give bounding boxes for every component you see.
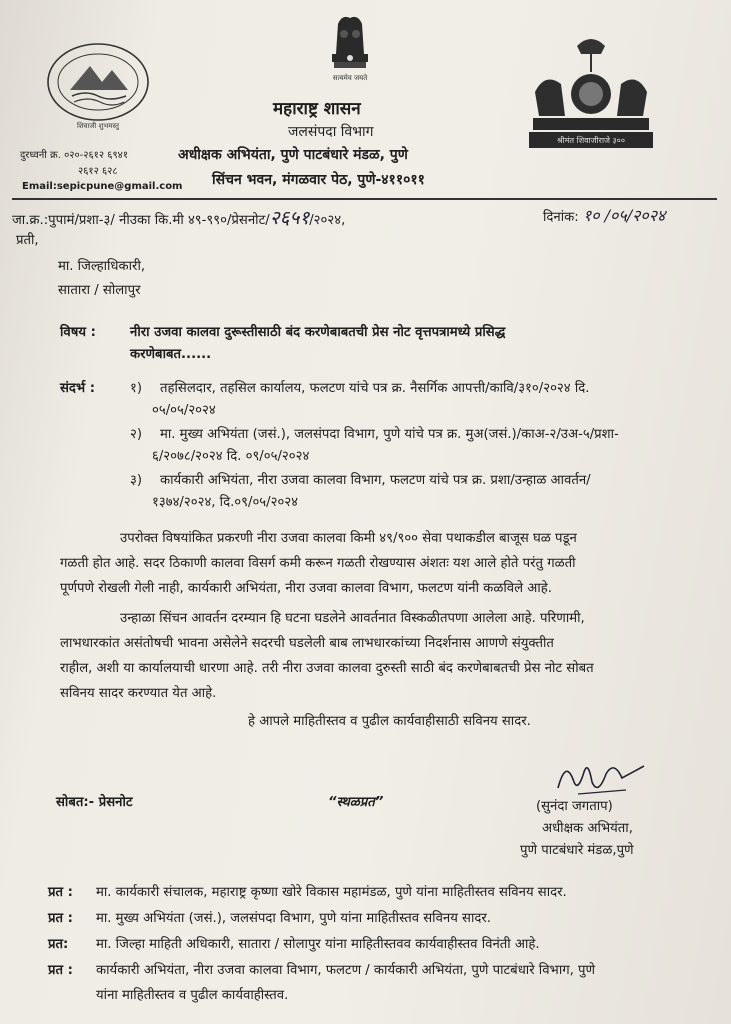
copy-4-label: प्रत : — [48, 963, 73, 978]
reference-item-1-line-1: तहसिलदार, तहसिल कार्यालय, फलटण यांचे पत्र क्र. नैसर्गिक आपत्ती/कावि/३१०/२०२४ दि. — [160, 381, 590, 396]
crest-caption: श्रीमंत शिवाजीराजे ३०० — [557, 136, 625, 145]
recipient-place: सातारा / सोलापुर — [58, 283, 141, 298]
reference-suffix: /२०२४, — [309, 213, 346, 228]
paragraph-2-line-1: उन्हाळा सिंचन आवर्तन दरम्यान हि घटना घडलेने आवर्तनात विस्कळीतपणा आलेला आहे. परिणामी, — [120, 611, 585, 626]
paragraph-3: हे आपले माहितीस्तव व पुढील कार्यवाहीसाठी सविनय सादर. — [248, 714, 531, 729]
department-name: जलसंपदा विभाग — [288, 124, 374, 140]
signatory-office: पुणे पाटबंधारे मंडळ,पुणे — [520, 843, 634, 858]
reference-label: संदर्भ : — [60, 381, 96, 396]
paragraph-1-line-1: उपरोक्त विषयांकित प्रकरणी नीरा उजवा कालवा किमी ४९/९०० सेवा पथाकडील बाजूस घळ पडून — [120, 531, 577, 546]
copy-2-text: मा. मुख्य अभियंता (जसं.), जलसंपदा विभाग, पुणे यांना माहितीस्तव सविनय सादर. — [96, 911, 491, 926]
enclosure-note: सोबत:- प्रेसनोट — [56, 795, 133, 810]
subject-label: विषय : — [60, 325, 96, 340]
reference-number-line — [12, 204, 345, 230]
reference-item-3-line-1: कार्यकारी अभियंता, नीरा उजवा कालवा विभाग, फलटण यांचे पत्र क्र. प्रशा/उन्हाळ आवर्तन/ — [160, 473, 591, 488]
reference-item-3-line-2: १३७४/२०२४, दि.०९/०५/२०२४ — [152, 495, 299, 510]
emblem-caption: सत्यमेव जयते — [332, 74, 368, 82]
shivaji-crest-icon — [525, 32, 657, 154]
copy-4-text: कार्यकारी अभियंता, नीरा उजवा कालवा विभाग, फलटण / कार्यकारी अभियंता, पुणे पाटबंधारे विभाग, पुणे — [96, 963, 596, 978]
sthalprat-label: “स्थळप्रत” — [328, 795, 384, 810]
government-title: महाराष्ट्र शासन — [273, 99, 361, 119]
signatory-designation: अधीक्षक अभियंता, — [542, 821, 633, 836]
paragraph-1-line-2: गळती होत आहे. सदर ठिकाणी कालवा विसर्ग कमी करून गळती रोखण्यास अंशतः यश आले होते परंतु गळती — [60, 556, 576, 571]
recipient-prati: प्रती, — [16, 233, 39, 248]
subject-line-2: करणेबाबत...... — [130, 347, 212, 362]
reference-item-1-line-2: ०५/०५/२०२४ — [152, 403, 216, 418]
phone-number-2: २६१२ ६२८ — [78, 166, 118, 177]
paragraph-1-line-3: पूर्णपणे रोखली गेली नाही, कार्यकारी अभियंता, नीरा उजवा कालवा विभाग, फलटण यांनी कळविले आहे. — [60, 581, 552, 596]
letter-date — [543, 204, 665, 226]
reference-item-2-line-2: ६/२०७८/२०२४ दि. ०९/०५/२०२४ — [152, 449, 310, 464]
reference-item-2-num: २) — [130, 427, 143, 442]
copy-4-text-2: यांना माहितीस्तव व पुढील कार्यवाहीस्तव. — [96, 988, 289, 1003]
reference-prefix: जा.क्र.:पुपामं/प्रशा-३/ नीउका कि.मी ४९-९९०/प्रेसनोट/ — [12, 213, 270, 228]
copy-2-label: प्रत : — [48, 911, 73, 926]
national-emblem-icon — [318, 14, 382, 94]
paragraph-2-line-3: राहील, अशी या कार्यालयाची धारणा आहे. तरी नीरा उजवा कालवा दुरुस्ती साठी बंद करणेबाबतची प्रेस नोट सोबत — [60, 661, 594, 676]
reference-item-2-line-1: मा. मुख्य अभियंता (जसं.), जलसंपदा विभाग, पुणे यांचे पत्र क्र. मुअ(जसं.)/काअ-२/उअ-५/प्रशा- — [160, 427, 619, 442]
copy-3-text: मा. जिल्हा माहिती अधिकारी, सातारा / सोलापुर यांना माहितीस्तवव कार्यवाहीस्तव विनंती आहे. — [96, 937, 540, 952]
handwritten-signature-icon — [548, 752, 648, 802]
copy-3-label: प्रत: — [48, 937, 69, 952]
left-logo-caption: शिवाजी शुभमस्तु — [76, 122, 120, 130]
office-address: सिंचन भवन, मंगळवार पेठ, पुणे-४११०११ — [212, 172, 425, 188]
reference-item-1-num: १) — [130, 381, 143, 396]
copy-1-label: प्रत : — [48, 885, 73, 900]
phone-number: दुरध्वनी क्र. ०२०-२६१२ ६९४१ — [20, 150, 129, 161]
signatory-name: (सुनंदा जगताप) — [536, 799, 613, 814]
recipient-name: मा. जिल्हाधिकारी, — [58, 259, 146, 274]
reference-number-handwritten: २६५१ — [269, 207, 310, 229]
copy-1-text: मा. कार्यकारी संचालक, महाराष्ट्र कृष्णा खोरे विकास महामंडळ, पुणे यांना माहितीस्तव सविनय सादर. — [96, 885, 567, 900]
date-label: दिनांक: — [543, 210, 579, 225]
office-name: अधीक्षक अभियंता, पुणे पाटबंधारे मंडळ, पुणे — [178, 147, 408, 163]
department-logo-icon — [42, 38, 154, 130]
paragraph-2-line-4: सविनय सादर करण्यात येत आहे. — [60, 686, 217, 701]
date-value: १० /०५/२०२४ — [582, 206, 666, 225]
reference-item-3-num: ३) — [130, 473, 143, 488]
email-address: Email:sepicpune@gmail.com — [22, 181, 183, 192]
header-divider — [12, 198, 717, 200]
paragraph-2-line-2: लाभधारकांत असंतोषची भावना असेलेने सदरची घडलेली बाब लाभधारकांच्या निदर्शनास आणणे संयुक्तीत — [60, 636, 554, 651]
subject-line-1: नीरा उजवा कालवा दुरूस्तीसाठी बंद करणेबाबतची प्रेस नोट वृत्तपत्रामध्ये प्रसिद्ध — [130, 325, 506, 340]
